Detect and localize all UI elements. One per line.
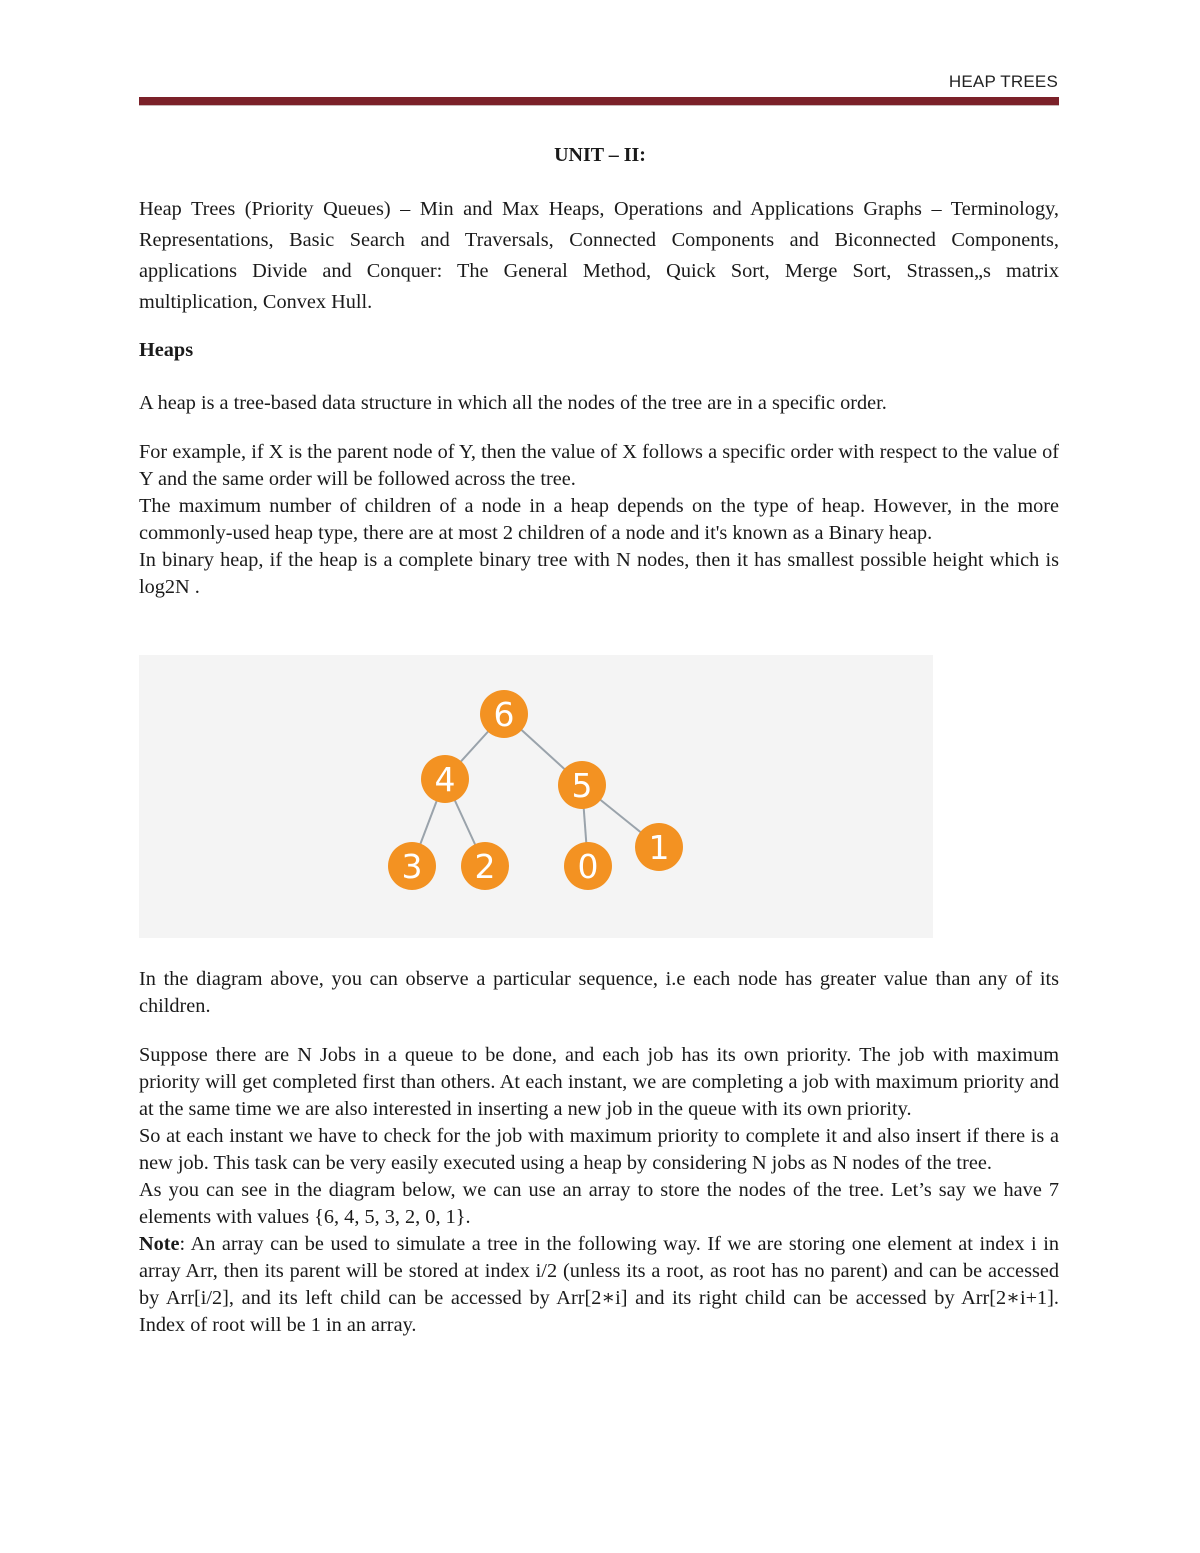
priority-queue-explanation (139, 1042, 1059, 1339)
heap-node-3 (388, 842, 436, 890)
section-heading: Heaps (139, 339, 194, 361)
heap-height-text: In binary heap, if the heap is a complete binary tree with N nodes, then it has smallest possible height which is log2N . (139, 549, 1059, 598)
heap-node-label: 4 (434, 760, 456, 799)
heap-node-5 (564, 842, 612, 890)
unit-title: UNIT – II: (554, 144, 646, 166)
heap-node-4 (461, 842, 509, 890)
heap-node-label: 1 (648, 828, 670, 867)
heap-explanation (139, 439, 1059, 601)
heap-node-0 (480, 690, 528, 738)
heap-node-1 (421, 755, 469, 803)
heap-node-label: 3 (401, 847, 423, 886)
diagram-observation: In the diagram above, you can observe a particular sequence, i.e each node has greater value than any of its children. (139, 968, 1059, 1017)
heap-usage-text: So at each instant we have to check for the job with maximum priority to complete it and also insert if there is a new job. This task can be very easily executed using a heap by considering N jobs as N nodes of the tree. (139, 1125, 1059, 1174)
note-body: : An array can be used to simulate a tree in the following way. If we are storing one element at index i in array Arr, then its parent will be stored at index i/2 (unless its a root, as root has no parent) and can be accessed by Arr[i/2], and its left child can be accessed by Arr[2∗i] and its right child can be accessed by Arr[2∗i+1]. Index of root will be 1 in an array. (139, 1233, 1059, 1336)
running-header: HEAP TREES (948, 72, 1058, 91)
syllabus-paragraph: Heap Trees (Priority Queues) – Min and Max Heaps, Operations and Applications Graphs – Terminology, Representations, Basic Search and Traversals, Connected Components and Biconnected Components, applications Divide and Conquer: The General Method, Quick Sort, Merge Sort, Strassen„s matrix multiplication, Convex Hull. (139, 198, 1059, 313)
heap-example-text: For example, if X is the parent node of Y, then the value of X follows a specific order with respect to the value of Y and the same order will be followed across the tree. (139, 441, 1059, 490)
jobs-queue-text: Suppose there are N Jobs in a queue to be done, and each job has its own priority. The job with maximum priority will get completed first than others. At each instant, we are completing a job with maximum priority and at the same time we are also interested in inserting a new job in the queue with its own priority. (139, 1044, 1059, 1120)
heap-node-label: 2 (474, 847, 496, 886)
note-label: Note (139, 1233, 180, 1255)
heap-node-label: 0 (577, 847, 599, 886)
heap-node-label: 6 (493, 695, 515, 734)
heap-node-6 (635, 823, 683, 871)
array-storage-text: As you can see in the diagram below, we can use an array to store the nodes of the tree. Let’s say we have 7 elements with values {6, 4, 5, 3, 2, 0, 1}. (139, 1179, 1059, 1228)
note-text (139, 1231, 1059, 1339)
heap-definition: A heap is a tree-based data structure in which all the nodes of the tree are in a specific order. (139, 392, 887, 414)
heap-children-text: The maximum number of children of a node in a heap depends on the type of heap. However, in the more commonly-used heap type, there are at most 2 children of a node and it's known as a Binary heap. (139, 495, 1059, 544)
heap-tree-diagram (139, 655, 933, 938)
heap-node-label: 5 (571, 766, 593, 805)
heap-node-2 (558, 761, 606, 809)
header-rule (139, 97, 1059, 105)
